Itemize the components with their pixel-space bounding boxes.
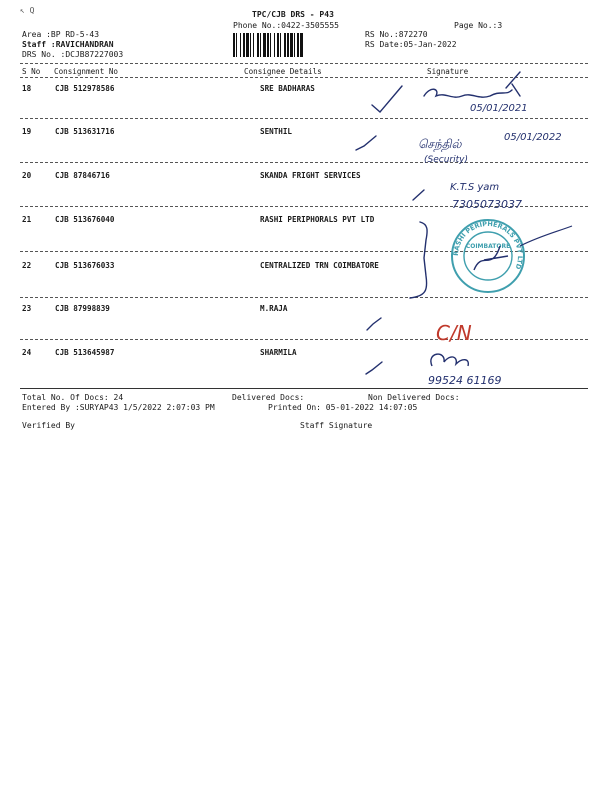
row-consignment: CJB 87846716 <box>55 171 110 180</box>
stamp-center-text: COIMBATORE <box>465 243 511 250</box>
rs-date: RS Date:05-Jan-2022 <box>365 40 457 49</box>
row-consignment: CJB 513645987 <box>55 348 115 357</box>
handwritten-mark: C/N <box>436 321 472 345</box>
rs-number: RS No.:872270 <box>365 30 428 39</box>
row-sno: 19 <box>22 127 32 136</box>
row-consignee: M.RAJA <box>260 304 288 313</box>
tick-mark-icon <box>413 190 424 200</box>
tick-mark-icon <box>366 362 382 374</box>
handwritten-name: K.T.S yam <box>450 182 500 193</box>
handwritten-note: (Security) <box>424 155 468 165</box>
staff-signature-label: Staff Signature <box>300 421 373 430</box>
signature-scribble <box>431 354 468 366</box>
bracket-mark <box>410 222 427 298</box>
row-sno: 22 <box>22 261 32 270</box>
row-consignment: CJB 87998839 <box>55 304 110 313</box>
delivered-docs: Delivered Docs: <box>232 393 305 402</box>
non-delivered-docs: Non Delivered Docs: <box>368 393 460 402</box>
row-consignment: CJB 513631716 <box>55 127 115 136</box>
col-consignee: Consignee Details <box>244 67 322 76</box>
handwritten-date: 05/01/2022 <box>504 132 562 143</box>
handwritten-phone: 99524 61169 <box>428 374 502 387</box>
verified-by-label: Verified By <box>22 421 75 430</box>
row-consignment: CJB 513676040 <box>55 215 115 224</box>
phone-number: Phone No.:0422-3505555 <box>233 21 339 30</box>
drs-number: DRS No. :DCJB87227003 <box>22 50 124 59</box>
corner-mark: ↖ Q <box>20 6 35 15</box>
handwritten-phone: 7305073037 <box>452 198 522 211</box>
total-docs: Total No. Of Docs: 24 <box>22 393 124 402</box>
company-stamp <box>452 220 524 292</box>
page-number: Page No.:3 <box>454 21 503 30</box>
stamp-ring-text: RASHI PERIPHERALS PVT LTD <box>451 219 525 271</box>
signature-scribble <box>424 72 520 97</box>
col-signature: Signature <box>427 67 469 76</box>
tick-mark-icon <box>367 318 381 330</box>
tick-mark-icon <box>356 136 376 150</box>
area-code: Area :BP RD-5-43 <box>22 30 100 39</box>
col-consignment: Consignment No <box>54 67 119 76</box>
handwritten-name: செந்தில் <box>418 137 462 151</box>
staff-name: Staff :RAVICHANDRAN <box>22 40 114 49</box>
row-consignee: SKANDA FRIGHT SERVICES <box>260 171 361 180</box>
stamp-stroke <box>520 226 572 246</box>
row-consignee: SENTHIL <box>260 127 293 136</box>
row-consignee: RASHI PERIPHORALS PVT LTD <box>260 215 375 224</box>
col-sno: S No <box>22 67 41 76</box>
entered-by: Entered By :SURYAP43 1/5/2022 2:07:03 PM <box>22 403 215 412</box>
row-sno: 21 <box>22 215 32 224</box>
row-consignment: CJB 513676033 <box>55 261 115 270</box>
row-consignee: CENTRALIZED TRN COIMBATORE <box>260 261 379 270</box>
handwritten-date: 05/01/2021 <box>470 103 528 114</box>
printed-on: Printed On: 05-01-2022 14:07:05 <box>268 403 418 412</box>
row-consignee: SRE BADHARAS <box>260 84 315 93</box>
row-sno: 18 <box>22 84 32 93</box>
row-sno: 20 <box>22 171 32 180</box>
tick-mark-icon <box>372 86 402 112</box>
document-title: TPC/CJB DRS - P43 <box>252 10 334 19</box>
row-consignment: CJB 512978586 <box>55 84 115 93</box>
row-sno: 24 <box>22 348 32 357</box>
row-consignee: SHARMILA <box>260 348 297 357</box>
row-sno: 23 <box>22 304 32 313</box>
